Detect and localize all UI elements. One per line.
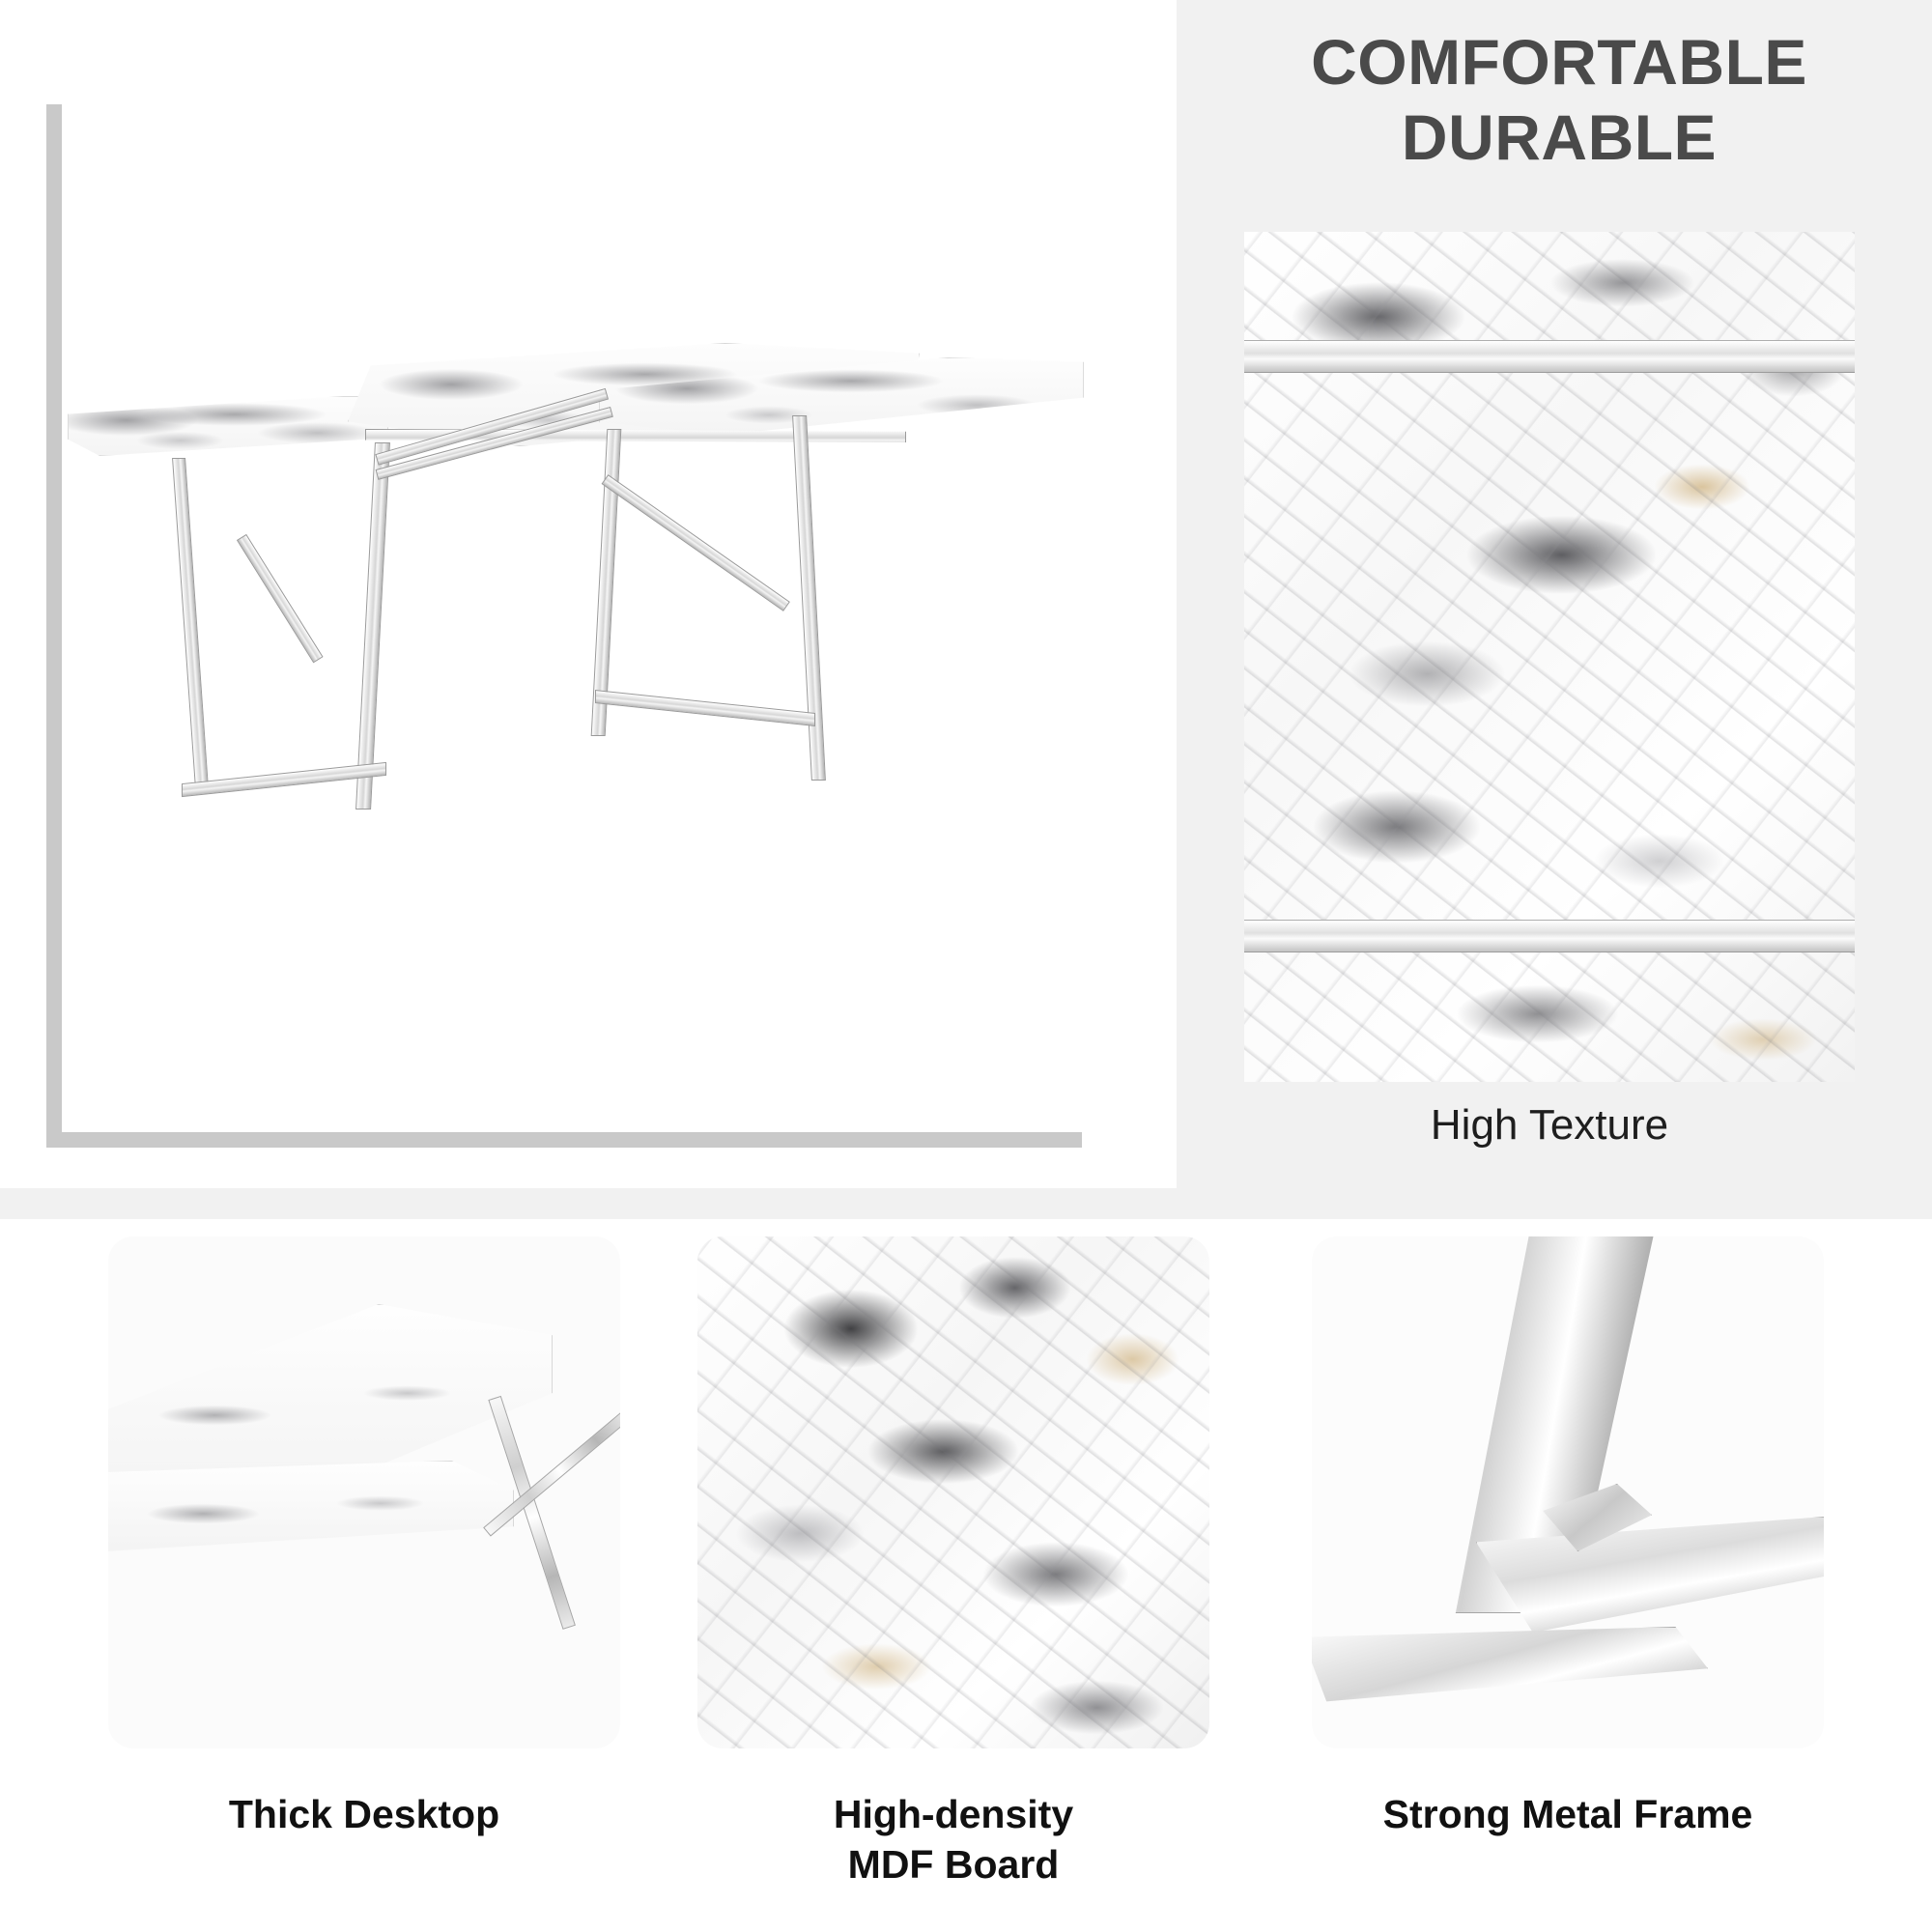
chrome-accent-strip-bottom [1244, 920, 1855, 952]
dining-table-illustration [58, 386, 1140, 1101]
hero-product-panel [0, 0, 1177, 1188]
leg-left-rear-post [172, 458, 209, 788]
table-leaf-left [68, 396, 388, 456]
mdf-label-line-1: High-density [833, 1792, 1074, 1836]
texture-caption: High Texture [1430, 1101, 1669, 1149]
feature-card-metal-frame[interactable] [1312, 1236, 1824, 1748]
mdf-label-line-2: MDF Board [847, 1842, 1060, 1888]
leg-right-foot-rail [595, 690, 815, 726]
leg-left-cross-brace [237, 534, 324, 664]
feature-cards-row [0, 1219, 1932, 1932]
leg-left-front-post [355, 442, 390, 810]
hero-frame-horizontal-bar [46, 1132, 1082, 1148]
leg-right-cross-brace [602, 474, 790, 611]
mdf-marble-veins [697, 1236, 1209, 1748]
feature-card-label-metal-frame: Strong Metal Frame [1382, 1792, 1753, 1836]
headline-line-2: DURABLE [1401, 100, 1718, 173]
marble-texture-swatch [1244, 232, 1855, 1082]
feature-card-mdf-board[interactable] [697, 1236, 1209, 1748]
feature-card-label-thick-desktop: Thick Desktop [228, 1792, 500, 1836]
feature-card-thick-desktop[interactable] [108, 1236, 620, 1748]
feature-card-label-mdf-board [683, 1789, 1224, 1890]
headline [1202, 25, 1917, 176]
headline-line-1: COMFORTABLE [1311, 26, 1807, 98]
chrome-accent-strip-top [1244, 340, 1855, 373]
